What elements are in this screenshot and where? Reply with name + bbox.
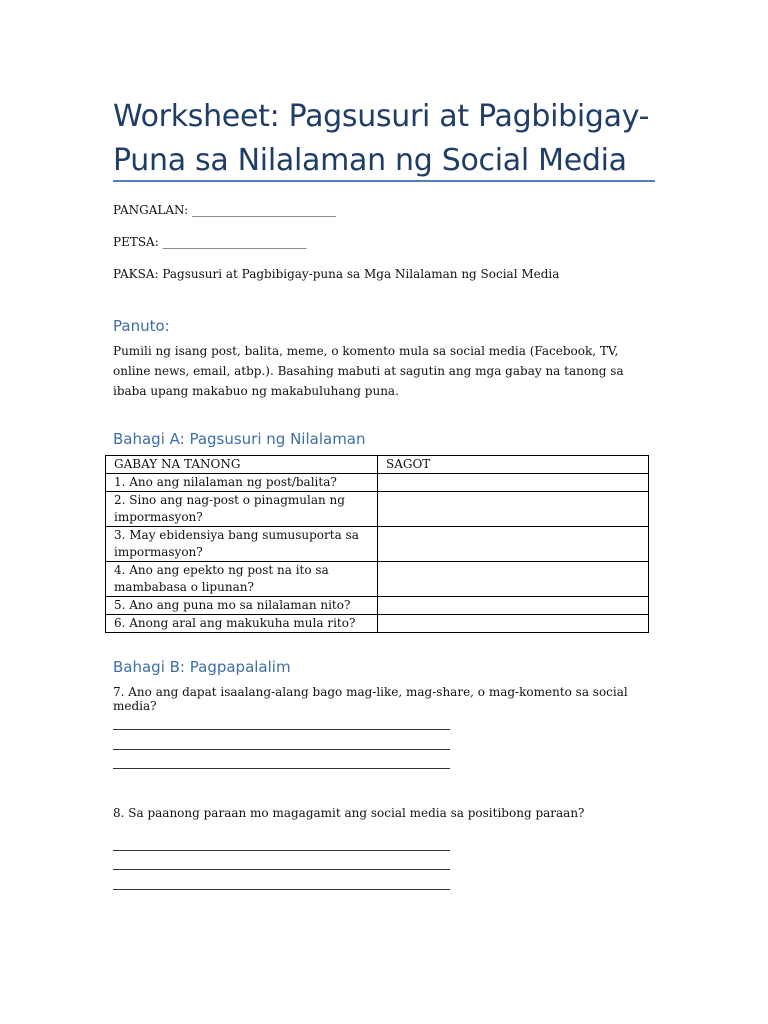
question-8: 8. Sa paanong paraan mo magagamit ang social media sa positibong paraan? — [113, 806, 585, 820]
question-cell: 2. Sino ang nag-post o pinagmulan ng impormasyon? — [106, 492, 378, 527]
answer-line[interactable] — [113, 729, 450, 730]
answer-cell[interactable] — [378, 597, 649, 615]
answer-cell[interactable] — [378, 492, 649, 527]
table-row — [106, 492, 649, 527]
date-field: PETSA: ________________________ — [113, 235, 307, 249]
instructions-heading: Panuto: — [113, 317, 170, 335]
page-title: Worksheet: Pagsusuri at Pagbibigay-Puna sa Nilalaman ng Social Media — [113, 99, 650, 178]
answer-cell[interactable] — [378, 474, 649, 492]
answer-cell[interactable] — [378, 562, 649, 597]
topic-line: PAKSA: Pagsusuri at Pagbibigay-puna sa Mga Nilalaman ng Social Media — [113, 267, 560, 281]
instructions-text: Pumili ng isang post, balita, meme, o komento mula sa social media (Facebook, TV, online news, email, atbp.). Basahing mabuti at sagutin ang mga gabay na tanong sa ibaba upang makabuo ng makabuluhang puna. — [113, 344, 624, 398]
answer-line[interactable] — [113, 768, 450, 769]
table-row — [106, 527, 649, 562]
table-row — [106, 615, 649, 633]
part-b-heading: Bahagi B: Pagpapalalim — [113, 658, 291, 676]
question-cell: 5. Ano ang puna mo sa nilalaman nito? — [106, 597, 378, 615]
guide-questions-table — [105, 455, 649, 633]
question-7: 7. Ano ang dapat isaalang-alang bago mag-like, mag-share, o mag-komento sa social media? — [113, 685, 628, 713]
column-header-question: GABAY NA TANONG — [106, 456, 378, 474]
name-field: PANGALAN: ________________________ — [113, 203, 336, 217]
table-row — [106, 562, 649, 597]
answer-cell[interactable] — [378, 527, 649, 562]
answer-line[interactable] — [113, 889, 450, 890]
title-underline — [113, 180, 655, 182]
answer-line[interactable] — [113, 850, 450, 851]
answer-cell[interactable] — [378, 615, 649, 633]
table-header-row — [106, 456, 649, 474]
table-row — [106, 597, 649, 615]
question-cell: 1. Ano ang nilalaman ng post/balita? — [106, 474, 378, 492]
part-a-heading: Bahagi A: Pagsusuri ng Nilalaman — [113, 430, 366, 448]
answer-line[interactable] — [113, 749, 450, 750]
question-cell: 6. Anong aral ang makukuha mula rito? — [106, 615, 378, 633]
question-cell: 3. May ebidensiya bang sumusuporta sa impormasyon? — [106, 527, 378, 562]
question-cell: 4. Ano ang epekto ng post na ito sa mambabasa o lipunan? — [106, 562, 378, 597]
table-row — [106, 474, 649, 492]
answer-line[interactable] — [113, 869, 450, 870]
column-header-answer: SAGOT — [378, 456, 649, 474]
